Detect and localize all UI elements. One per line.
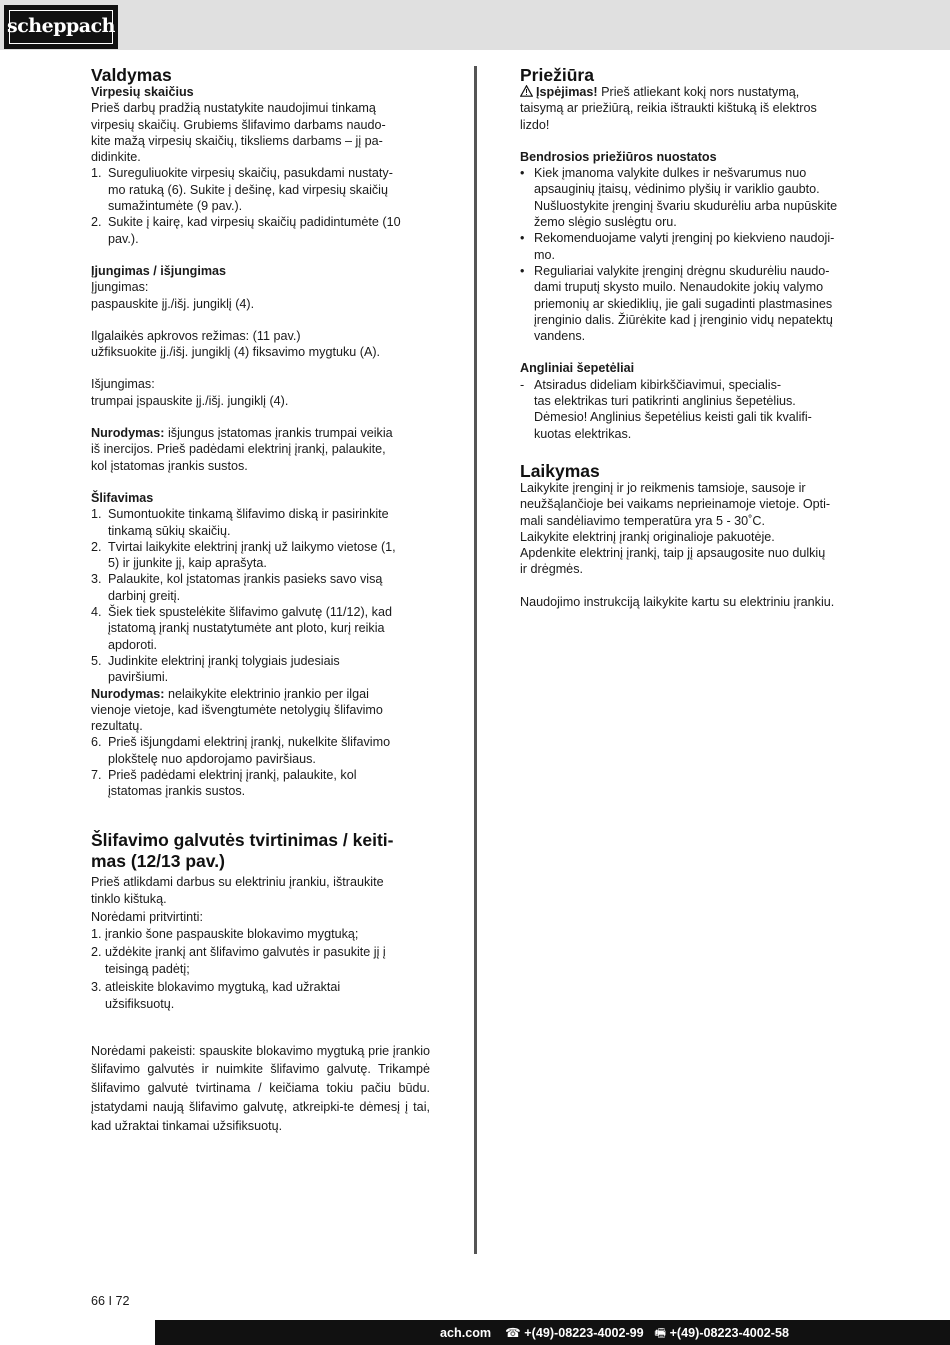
list-item: - Atsiradus dideliam kibirkščiavimui, specialis- tas elektrikas turi patikrinti anglinius šepetėlius. Dėmesio! Anglinius šepetėlius keisti gali tik kvalifi- kuotas elektrikas.	[520, 377, 812, 441]
fax-icon: 🖷	[654, 1326, 667, 1340]
section-title-prieziura: Priežiūra	[520, 65, 594, 85]
list-item: • Kiek įmanoma valykite dulkes ir nešvarumus nuo apsauginių įtaisų, vėdinimo plyšių ir variklio gaubto. Nušluostykite įrenginį švariu skudurėliu arba nupūskite žemo slėgio suslėgtu oru.	[520, 166, 838, 230]
footer-phone: +(49)-08223-4002-99	[524, 1326, 644, 1340]
list-item: 1. įrankio šone paspauskite blokavimo mygtuką;	[91, 927, 359, 942]
list-item: 2. Tvirtai laikykite elektrinį įrankį už laikymo vietose (1, 5) ir įjunkite jį, kaip aprašyta.	[91, 539, 396, 571]
list-item: 3. atleiskite blokavimo mygtuką, kad užraktai užsifiksuotų.	[91, 979, 341, 1012]
list-item: 2. Sukite į kairę, kad virpesių skaičių padidintumėte (10 pav.).	[91, 215, 401, 246]
list-item: 3. Palaukite, kol įstatomas įrankis pasieks savo visą darbinį greitį.	[91, 572, 383, 603]
isjungimas-text: Išjungimas: trumpai įspauskite įj./išj. jungiklį (4).	[91, 377, 289, 408]
list-item: 1. Sumontuokite tinkamą šlifavimo diską ir pasirinkite tinkamą sūkių skaičių.	[91, 507, 389, 538]
list-item: 7. Prieš padėdami elektrinį įrankį, palaukite, kol įstatomas įrankis sustos.	[91, 767, 357, 799]
list-item: 6. Prieš išjungdami elektrinį įrankį, nukelkite šlifavimo plokštelę nuo apdorojamo paviršiaus.	[91, 735, 391, 766]
list-item: 2. uždėkite įrankį ant šlifavimo galvutės ir pasukite jį į teisingą padėtį;	[91, 944, 386, 977]
nurodymas-note: Nurodymas: nelaikykite elektrinio įrankio per ilgai vienoje vietoje, kad išvengtumėte netolygių šlifavimo rezultatų.	[91, 686, 383, 734]
list-item: 1. Sureguliuokite virpesių skaičių, pasukdami nustaty- mo ratuką (6). Sukite į dešinę, kad virpesių skaičių sumažintumėte (9 pav.).	[91, 166, 393, 214]
list-item: • Reguliariai valykite įrenginį drėgnu skudurėliu naudo- dami truputį skysto muilo. Nenaudokite jokių valymo priemonių ar skiediklių, jie gali sugadinti plastmasines įrenginio dalis. Žiūrėkite kad į įrenginio vidų nepatektų vandens.	[520, 263, 833, 344]
pakeisti-paragraph: Norėdami pakeisti: spauskite blokavimo mygtuką prie įrankio šlifavimo galvutės ir nuimkite šlifavimo galvutę. Trikampė šlifavimo galvutė tvirtinama / keičiama tokiu pačiu būdu. įstatydami naują šlifavimo galvutę, atkreipki-te dėmesį į tai, kad užraktai tinkamai užsifiksuotų.	[91, 1043, 430, 1133]
brand-logo: scheppach	[4, 5, 118, 49]
column-divider	[474, 66, 477, 1254]
subheading-angliniai: Angliniai šepetėliai	[520, 361, 635, 376]
section-title-valdymas: Valdymas	[91, 65, 172, 85]
left-column	[91, 66, 430, 1136]
warning-icon	[520, 85, 533, 97]
page-number: 66 I 72	[91, 1294, 130, 1308]
header-band	[0, 0, 950, 50]
noredami-pritvirtinti: Norėdami pritvirtinti:	[91, 909, 203, 924]
ispejimas-note: Įspėjimas! Prieš atliekant kokį nors nustatymą, taisymą ar priežiūrą, reikia ištraukti kištuką iš elektros lizdo!	[520, 85, 817, 132]
section-title-laikymas: Laikymas	[520, 460, 600, 481]
list-item: • Rekomenduojame valyti įrenginį po kiekvieno naudoji- mo.	[520, 231, 835, 262]
subheading-slifavimas: Šlifavimas	[91, 490, 154, 505]
right-column	[520, 66, 858, 610]
subheading-bendrosios: Bendrosios priežiūros nuostatos	[520, 149, 717, 164]
phone-icon: ☎	[505, 1326, 521, 1340]
footer-web: ach.com	[440, 1326, 492, 1340]
section-title-galvutes: Šlifavimo galvutės tvirtinimas / keiti- mas (12/13 pav.)	[91, 829, 394, 871]
nurodymas-note: Nurodymas: išjungus įstatomas įrankis trumpai veikia iš inercijos. Prieš padėdami elektrinį įrankį, palaukite, kol įstatomas įrankis sustos.	[91, 426, 393, 473]
footer-contact	[440, 1324, 789, 1345]
instrukcija-text: Naudojimo instrukciją laikykite kartu su elektriniu įrankiu.	[520, 594, 835, 609]
ijungimas-text: Įjungimas: paspauskite įj./išj. jungiklį (4).	[91, 280, 255, 311]
ilgalaikes-text: Ilgalaikės apkrovos režimas: (11 pav.) užfiksuokite įj./išj. jungiklį (4) fiksavimo mygtuku (A).	[91, 328, 381, 360]
subheading-virpesiu: Virpesių skaičius	[91, 85, 194, 99]
galvutes-intro: Prieš atlikdami darbus su elektriniu įrankiu, ištraukite tinklo kištuką.	[91, 874, 384, 907]
list-item: 5. Judinkite elektrinį įrankį tolygiais judesiais paviršiumi.	[91, 653, 340, 685]
list-item: 4. Šiek tiek spustelėkite šlifavimo galvutę (11/12), kad įstatomą įrankį nustatytumėte ant ploto, kurį reikia apdoroti.	[91, 605, 392, 652]
footer-fax: +(49)-08223-4002-58	[669, 1326, 789, 1340]
virpesiu-paragraph: Prieš darbų pradžią nustatykite naudojimui tinkamą virpesių skaičių. Grubiems šlifavimo darbams naudo- kite mažą virpesių skaičių, tiksliems darbams – jį pa- didinkite.	[91, 101, 386, 165]
subheading-ijungimas: Įjungimas / išjungimas	[91, 263, 227, 278]
laikymas-text: Laikykite įrenginį ir jo reikmenis tamsioje, sausoje ir neužšąlančioje bei vaikams neprieinamoje vietoje. Opti- mali sandėliavimo temperatūra yra 5 - 30˚C. Laikykite elektrinį įrankį originalioje pakuotėje. Apdenkite elektrinį įrankį, taip jį apsaugosite nuo dulkių ir drėgmės.	[520, 480, 831, 577]
